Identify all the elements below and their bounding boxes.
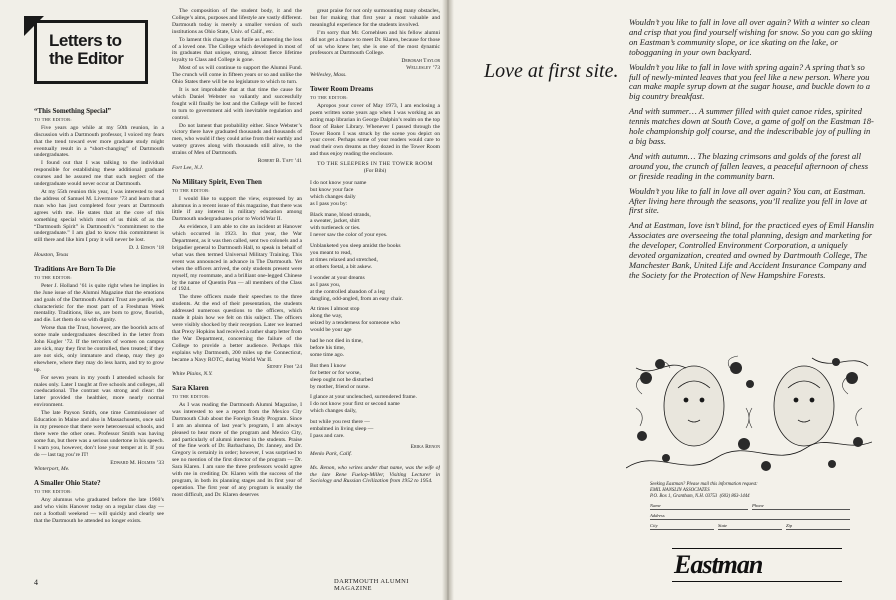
- letter-paragraph: Do not lament that probability either. Since Webster’s victory there have graduated thousands and thousands of men, who would if they could arise from their earthly and watery graves along with thousands still alive, to the strains of Men of Dartmouth.: [172, 122, 302, 157]
- letter-signature: Deborah Taylor: [401, 58, 440, 65]
- page-number: 4: [34, 578, 38, 587]
- coupon-city-field[interactable]: City: [650, 523, 714, 530]
- letter-paragraph: For seven years in my youth I attended schools for males only. Later I taught at five schools and colleges, all coeducational. The contrast was strong and clear: the latter provided the healthier, more nearly normal environment.: [34, 374, 164, 409]
- ad-paragraph: And with autumn… The blazing crimsons and golds of the forest all around you, the crunch of fallen leaves, a peaceful afternoon of chess or fireside reading in the community barn.: [629, 150, 869, 181]
- ad-paragraph: Wouldn’t you like to fall in love all over again? With a winter so clean and crisp that you find yourself wishing for snow. So you can go skiing on Eastman’s community slope, or ice skating on the lake, or tobogganing in your own backyard.: [629, 17, 873, 57]
- letter-salutation: TO THE EDITOR:: [34, 274, 72, 280]
- poem-stanza: I do not know your name but know your face which changes daily as I pass you by:: [310, 179, 367, 207]
- letter-salutation: TO THE EDITOR:: [172, 187, 210, 193]
- letter-paragraph: The composition of the student body, it and the College’s aims, purposes and lifestyle are vastly different. Dartmouth today is merely a smaller version of such institutions as Ohio State, Univ. of Calif., etc.: [172, 8, 302, 35]
- ad-body: [629, 18, 874, 286]
- editor-note: Ms. Renon, who writes under that name, was the wife of the late Rene Fuelop-Miller, Visiting Lecturer in Sociology and Russian Civilization from 1952 to 1954.: [310, 464, 440, 485]
- letter-paragraph: I’m sorry that Mr. Cornehlsen and his fellow alumni did not get a chance to meet Dr. Klaren, because for those of us who knew her, she is one of the most dynamic professors at Dartmouth College.: [310, 29, 440, 57]
- letter-heading: Sara Klaren: [172, 384, 209, 393]
- letters-header-box: [34, 20, 148, 84]
- letter-paragraph: To lament this change is as futile as lamenting the loss of a loved one. The College which developed in most of its graduates that unique, strong, almost fierce lifetime loyalty to Class and College is gone.: [172, 36, 302, 64]
- letters-column-3: [310, 8, 440, 566]
- coupon-instruction: Seeking Eastman? Please mail this information request:: [650, 482, 758, 487]
- poem-stanza: I glance at your unclenched, surrendered frame. I do not know your first or second name which changes daily,: [310, 394, 417, 415]
- letter-paragraph: As evidence, I am able to cite an incident at Hanover which occurred in 1923. In that year, the War Department, as it was then called, sent two colonels and a brigadier general to Dartmouth Hall, to speak in behalf of what was then termed Universal Military Training. This event was announced in advance in The Dartmouth. Yet when the officers arrived, the only students present were myself, my roommate, and a brilliant one-legged Chinese by the name of Quentin Pan — all members of the Class of 1924.: [172, 224, 302, 293]
- letter-paragraph: Any alumnus who graduated before the late 1960’s and who visits Hanover today on a regular class day — not a football weekend — will quickly and clearly see that the Dartmouth he attended no longer exists.: [34, 497, 164, 524]
- letter-heading: “This Something Special”: [34, 107, 112, 115]
- letter-paragraph: I would like to support the view, expressed by an alumnus in a recent issue of this magazine, that there was little if any interest in military education among Dartmouth undergraduates prior to World War II.: [172, 195, 302, 223]
- letter-location: Winterport, Me.: [34, 466, 70, 473]
- letter-paragraph: Worse than the Trust, however, are the boorish acts of some male undergraduates described in the letter from John Kugler ’72. If the terrorists of women on campus are sick, may they first be controlled, then treated; if they are not sick, only immature and cheap, may they go elsewhere, where they may do less harm, and try to grow up.: [34, 325, 164, 373]
- letters-column-1: [34, 104, 164, 566]
- letter-paragraph: As I was reading the Dartmouth Alumni Magazine, I was interested to see a report from the Mexico City Dartmouth Club about the Foreign Study Program. Since I am an alumna of last year’s program, I am always pleased to hear more of the program and Mexico City, and particularly of alumni interest in the students. Praise of the fine work of Dr. Barbachano, Dr. Janney, and Dr. Gregory is certainly in order; however, I was surprised to see no mention of the first director of the program — Dr. Sara Klaren. I am sure the three professors would agree with me in crediting Dr. Klaren with the success of the program, in both its planning stages and its first year of operation. The first year of any program is usually the most difficult, and Dr. Klaren deserves: [172, 402, 302, 498]
- coupon-address: P.O. Box 1, Grantham, N.H. 03753 (603) 863-1444: [650, 494, 750, 499]
- letter-signature: D. J. Edson ’18: [129, 245, 164, 252]
- letter-heading: No Military Spirit, Even Then: [172, 177, 262, 186]
- letter-heading: A Smaller Ohio State?: [34, 479, 101, 488]
- coupon-state-field[interactable]: State: [718, 523, 782, 530]
- poem-stanza: But then I know for better or for worse, sleep ought not be disturbed by mother, friend or nurse.: [310, 362, 374, 390]
- letter-signature: Sidney Fish ’24: [266, 364, 302, 371]
- letter-signature-class: Wellesley ’73: [406, 65, 440, 72]
- letter-paragraph: The late Payson Smith, one time Commissioner of Education in Maine and also in Massachusetts, once said in my presence that there were heterosexual schools, and there were the other ones. Professor Smith was having some fun, but there was a serious undertone in his speech. I warn you, however, don’t lose your temper at it. If you do — last tag you’re IT!: [34, 410, 164, 458]
- letter-paragraph: At my 55th reunion this year, I was interested to read the address of Samuel M. Livermore ’73 and learn that a man who has just completed four years at Dartmouth agrees with me. He states that at the core of this something special which most of us think of as the “Dartmouth Spirit” is Dartmouth’s “commitment to the undergraduate.” I am glad to know this commitment is still there and like him I pray it will never be lost.: [34, 188, 164, 244]
- ad-paragraph: Wouldn’t you like to fall in love with spring again? A spring that’s so full of newly-minted leaves that you feel like a new person. Where you can make maple syrup down at the sugar house, and buckle down to a big country breakfast.: [629, 61, 871, 102]
- poem-stanza: I wonder at your dreams as I pass you, at the controlled abandon of a leg dangling, odd-angled, from an easy chair.: [310, 274, 403, 302]
- letter-paragraph: It is not improbable that at that time the cause for which Daniel Webster so valiantly and successfully fought will finally be lost and the College will be forced to turn to government aid with inevitable regulation and control.: [172, 86, 302, 121]
- poem-stanza: Black mane, blond strands, a sweater, jacket, shirt with turtleneck or ties. I never saw the color of your eyes.: [310, 211, 388, 239]
- letter-paragraph: Apropos your cover of May 1973, I am enclosing a poem written some years ago when I was working as an acting map librarian in George Dalphin’s realm on the top floor of Baker Library. Whenever I passed through the Tower Room I was struck by the scene you depict on your cover. Perhaps some of your readers would care to read their own dreams as they dozed in the Tower Room and thus enjoy reading the enclosure.: [310, 102, 440, 158]
- letter-location: Fort Lee, N.J.: [172, 164, 204, 171]
- spine-gutter: [442, 0, 454, 600]
- poem-dedication: (For Bibi): [363, 168, 387, 175]
- ad-paragraph: And with summer… A summer filled with quiet canoe rides, spirited tennis matches down at South Cove, a game of golf on the Eastman 18-hole championship golf course, and the indescribable joy of pulling in a big bass.: [629, 106, 874, 146]
- letter-location: Wellesley, Mass.: [310, 72, 347, 79]
- ad-paragraph: Wouldn’t you like to fall in love all over again? You can, at Eastman. After living here through the seasons, you’ll realize you fell in love at first site.: [629, 185, 867, 216]
- eastman-logo: Eastman: [674, 550, 763, 579]
- letter-location: White Plains, N.Y.: [172, 371, 213, 378]
- ad-headline: Love at first site.: [484, 60, 619, 82]
- letter-salutation: TO THE EDITOR:: [34, 116, 72, 122]
- letter-salutation: TO THE EDITOR:: [34, 489, 72, 495]
- letters-title: Letters to the Editor: [49, 31, 124, 68]
- coupon-company: EMIL HANSLIN ASSOCIATES: [650, 488, 710, 493]
- letter-signature: Erika Renon: [410, 443, 440, 450]
- letter-paragraph: Peter J. Holland ’61 is quite right when he implies in the June issue of the Alumni Magazine that the emotions and goals of the Dartmouth Alumni Trust are puerile, and characteristic for the most part of a Freshman Week mentality. Traditions, like us, are born to grow, flourish, and die. Let them do so with dignity.: [34, 282, 164, 324]
- ad-paragraph: And at Eastman, love isn’t blind, for the practiced eyes of Emil Hanslin Associates are overseeing the total planning, design and marketing for the developer, Controlled Environment Corporation, a uniquely devoted organization, created and owned by Dartmouth College, The Manchester Bank, United Life and Accident Insurance Company and the Society for the Protection of New Hampshire Forests.: [629, 220, 874, 280]
- letter-paragraph: Five years ago while at my 50th reunion, in a discussion with a Dartmouth professor, I voiced my fears that the trend toward ever more graduate study might eventually result in a “short-changing” of Dartmouth undergraduates.: [34, 124, 164, 159]
- letter-salutation: TO THE EDITOR:: [310, 94, 348, 100]
- info-request-coupon: [650, 482, 850, 530]
- logo-top-rule: [672, 548, 842, 549]
- letter-paragraph: Most of us will continue to support the Alumni Fund. The crunch will come in fifteen years or so and unlike the Ohio States there will be no legislature to which to turn.: [172, 65, 302, 86]
- floral-illustration: [626, 348, 872, 480]
- letter-salutation: TO THE EDITOR:: [172, 394, 210, 400]
- poem-title: TO THE SLEEPERS IN THE TOWER ROOM: [317, 161, 433, 168]
- poem-stanza: Unblanketed you sleep amidst the books you meant to read, at times relaxed and stretched, at others foetal, a bit askew.: [310, 243, 401, 270]
- poem-stanza: had he not died in time, before his time, some time ago.: [310, 338, 363, 358]
- letter-heading: Tower Room Dreams: [310, 85, 374, 94]
- letter-signature: Edward M. Holmes ’33: [110, 459, 164, 466]
- logo-bottom-rule: [672, 581, 842, 582]
- eastman-ad-page: [454, 0, 896, 600]
- letter-paragraph: great praise for not only surmounting many obstacles, but for making that first year a most valuable and meaningful experience for the students involved.: [310, 8, 440, 28]
- letter-heading: Traditions Are Born To Die: [34, 265, 116, 274]
- letter-paragraph: I found out that I was talking to the individual responsible for establishing these additional graduate courses and he assured me that such neglect of the undergraduate would never occur at Dartmouth.: [34, 160, 164, 188]
- letter-location: Houston, Texas: [34, 252, 69, 259]
- letter-signature: Robert B. Taft ’41: [257, 158, 302, 165]
- magazine-footer: DARTMOUTH ALUMNI MAGAZINE: [334, 578, 409, 592]
- coupon-address-field[interactable]: Address: [650, 513, 850, 520]
- letters-column-2: [172, 8, 302, 566]
- poem-stanza: At times I almost stop along the way, seized by a tenderness for someone who would be your age: [310, 306, 401, 334]
- coupon-name-field[interactable]: Name: [650, 503, 748, 510]
- coupon-zip-field[interactable]: Zip: [786, 523, 850, 530]
- coupon-phone-field[interactable]: Phone: [752, 503, 850, 510]
- poem-stanza: but while you rest there — embalmed in living sleep — I pass and care.: [310, 419, 374, 439]
- letter-location: Menlo Park, Calif.: [310, 450, 352, 457]
- letter-paragraph: The three officers made their speeches to the three students. At the end of their presentation, the students addressed numerous questions to the officers, which made it plain how we felt on this subject. The officers were visibly shocked by their reception. Later we learned that Prexy Hopkins had received a rather sharp letter from the War Department, concerning the failure of the College to provide a better audience. Perhaps this explains why Dartmouth, 200 miles up the Connecticut, became a Navy ROTC, during World War II.: [172, 294, 302, 363]
